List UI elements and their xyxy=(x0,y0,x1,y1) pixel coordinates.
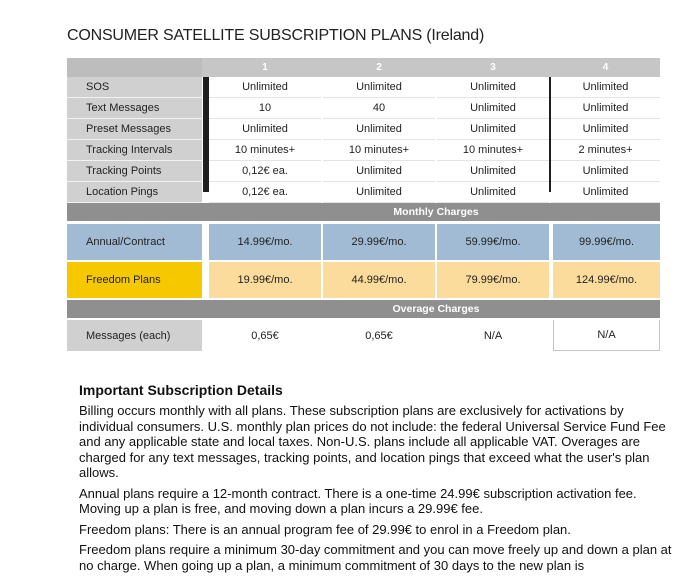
annual-contract-row xyxy=(67,224,660,260)
feature-label: Preset Messages xyxy=(67,119,202,140)
feature-value: Unlimited xyxy=(551,77,660,98)
details-heading: Important Subscription Details xyxy=(79,382,283,398)
annual-price: 59.99€/mo. xyxy=(437,224,549,260)
overage-charges-band xyxy=(67,300,660,318)
page-title: CONSUMER SATELLITE SUBSCRIPTION PLANS (Ireland) xyxy=(67,27,485,44)
feature-value: 0,12€ ea. xyxy=(209,161,321,182)
feature-value: Unlimited xyxy=(323,182,435,203)
table-row xyxy=(67,119,660,140)
feature-value: Unlimited xyxy=(551,98,660,119)
freedom-plans-row xyxy=(67,262,660,298)
feature-value: 10 minutes+ xyxy=(209,140,321,161)
annual-price: 29.99€/mo. xyxy=(323,224,435,260)
feature-value: 10 minutes+ xyxy=(323,140,435,161)
overage-price: 0,65€ xyxy=(365,329,393,342)
overage-label: Messages (each) xyxy=(67,320,202,351)
feature-value: Unlimited xyxy=(209,77,321,98)
feature-value: Unlimited xyxy=(323,77,435,98)
feature-value: Unlimited xyxy=(437,119,549,140)
plan-header-1: 1 xyxy=(262,62,268,73)
feature-label: Text Messages xyxy=(67,98,202,119)
overage-price: N/A xyxy=(483,329,503,342)
overage-charges-title: Overage Charges xyxy=(392,303,480,315)
monthly-charges-band xyxy=(67,203,660,221)
annual-label: Annual/Contract xyxy=(67,224,202,260)
details-paragraph: Freedom plans require a minimum 30-day commitment and you can move freely up and down a plan at no charge. When going up a plan, a minimum commitment of 30 days to the new plan is xyxy=(79,542,672,573)
feature-value: 2 minutes+ xyxy=(551,140,660,161)
table-row xyxy=(67,98,660,119)
table-row xyxy=(67,161,660,182)
feature-value: Unlimited xyxy=(437,77,549,98)
feature-value: Unlimited xyxy=(437,161,549,182)
feature-label: SOS xyxy=(67,77,202,98)
feature-value: 0,12€ ea. xyxy=(209,182,321,203)
feature-value: 10 minutes+ xyxy=(437,140,549,161)
overage-row xyxy=(67,320,660,351)
feature-value: Unlimited xyxy=(437,98,549,119)
freedom-price: 124.99€/mo. xyxy=(553,262,660,298)
feature-label: Tracking Points xyxy=(67,161,202,182)
feature-value: Unlimited xyxy=(323,161,435,182)
subscription-details xyxy=(79,382,679,578)
freedom-price: 44.99€/mo. xyxy=(323,262,435,298)
feature-value: 40 xyxy=(323,98,435,119)
freedom-label: Freedom Plans xyxy=(67,262,202,298)
monthly-charges-title: Monthly Charges xyxy=(393,206,479,218)
annual-price: 99.99€/mo. xyxy=(553,224,660,260)
plans-table xyxy=(67,58,660,351)
freedom-price: 79.99€/mo. xyxy=(437,262,549,298)
feature-value: Unlimited xyxy=(209,119,321,140)
table-row xyxy=(67,140,660,161)
plan-header-4: 4 xyxy=(602,62,609,73)
feature-label: Location Pings xyxy=(67,182,202,203)
feature-value: 10 xyxy=(209,98,321,119)
plan-header-3: 3 xyxy=(490,62,496,73)
annual-price: 14.99€/mo. xyxy=(209,224,321,260)
feature-value: Unlimited xyxy=(437,182,549,203)
feature-value: Unlimited xyxy=(551,119,660,140)
header-label-cell xyxy=(67,58,202,77)
feature-value: Unlimited xyxy=(551,182,660,203)
details-paragraph: Annual plans require a 12-month contract. There is a one-time 24.99€ subscription activation fee. Moving up a plan is free, and moving down a plan incurs a 29.99€ fee. xyxy=(79,485,637,516)
table-row xyxy=(67,77,660,98)
table-header-row xyxy=(67,58,660,77)
feature-value: Unlimited xyxy=(551,161,660,182)
feature-value: Unlimited xyxy=(323,119,435,140)
details-paragraph: Freedom plans: There is an annual program fee of 29.99€ to enrol in a Freedom plan. xyxy=(79,521,571,537)
details-paragraph: Billing occurs monthly with all plans. These subscription plans are exclusively for activations by individual consumers. U.S. monthly plan prices do not include: the federal Universal Service Fund Fee and any applicable state and local taxes. Non-U.S. plans include all applicable VAT. Overages are charged for any text messages, tracking points, and location pings that exceed what the user's plan allows. xyxy=(79,403,666,480)
plan-header-2: 2 xyxy=(376,62,382,73)
feature-label: Tracking Intervals xyxy=(67,140,202,161)
table-row xyxy=(67,182,660,203)
overage-price: 0,65€ xyxy=(251,329,279,342)
overage-price: N/A xyxy=(553,320,660,351)
freedom-price: 19.99€/mo. xyxy=(209,262,321,298)
